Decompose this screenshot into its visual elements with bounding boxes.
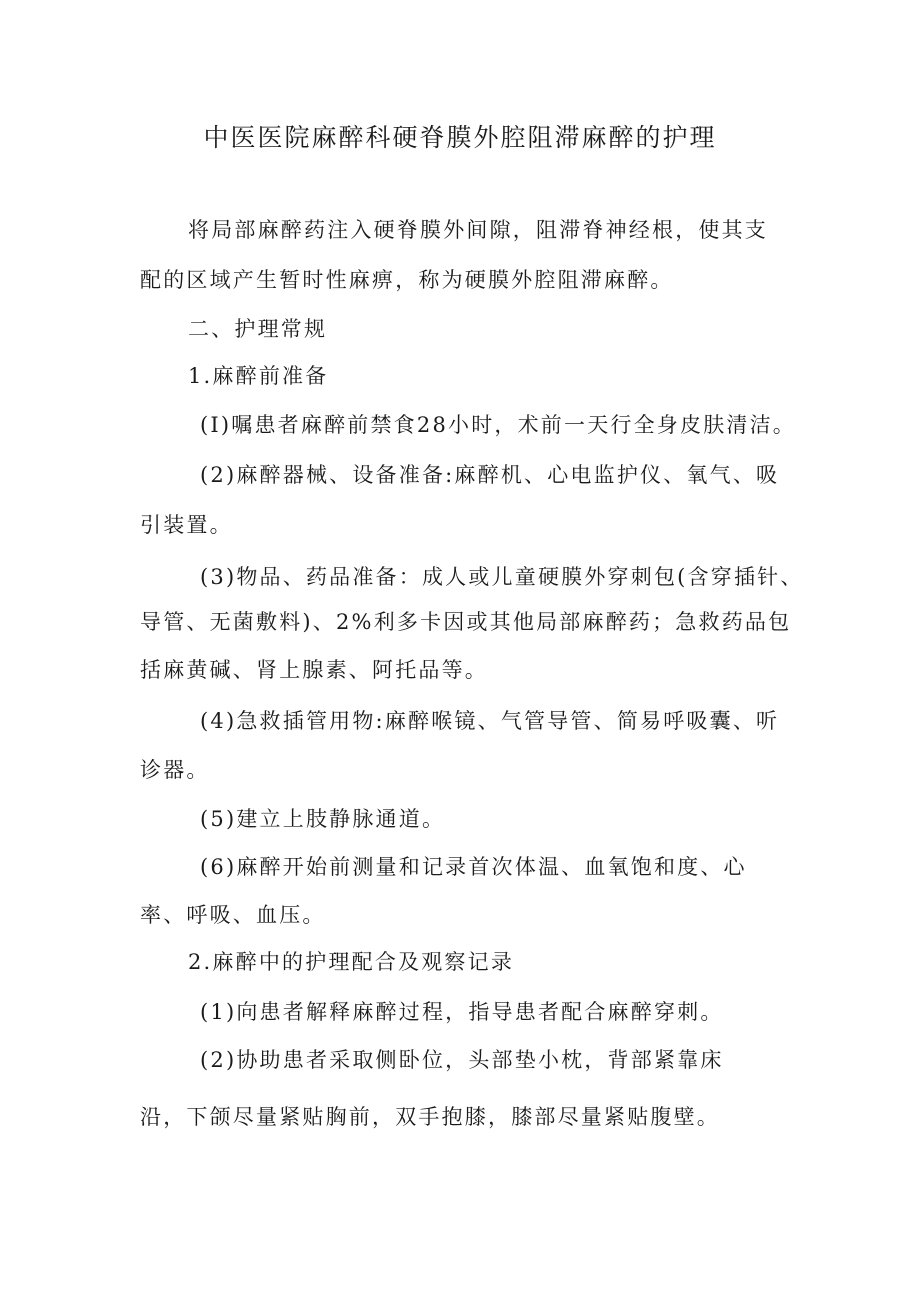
list-item-continuation: 引装置。 — [140, 513, 233, 537]
list-item: (3)物品、药品准备：成人或儿童硬膜外穿刺包(含穿插针、 — [200, 565, 804, 589]
list-item: (I)嘱患者麻醉前禁食28小时，术前一天行全身皮肤清洁。 — [200, 413, 797, 437]
list-item-continuation: 导管、无菌敷料)、2%利多卡因或其他局部麻醉药；急救药品包 — [140, 610, 792, 634]
list-item: (5)建立上肢静脉通道。 — [200, 807, 446, 831]
list-item: (2)麻醉器械、设备准备:麻醉机、心电监护仪、氧气、吸 — [200, 463, 780, 487]
document-title: 中医医院麻醉科硬脊膜外腔阻滞麻醉的护理 — [203, 123, 717, 152]
paragraph-line: 将局部麻醉药注入硬脊膜外间隙，阻滞脊神经根，使其支 — [188, 218, 768, 242]
list-item: (4)急救插管用物:麻醉喉镜、气管导管、简易呼吸囊、听 — [200, 709, 780, 733]
list-item: (6)麻醉开始前测量和记录首次体温、血氧饱和度、心 — [200, 855, 747, 879]
subsection-heading: 1.麻醉前准备 — [188, 364, 329, 388]
list-item: (1)向患者解释麻醉过程，指导患者配合麻醉穿刺。 — [200, 1000, 724, 1024]
paragraph-line: 配的区域产生暂时性麻痹，称为硬膜外腔阻滞麻醉。 — [140, 268, 674, 292]
list-item-continuation: 率、呼吸、血压。 — [140, 903, 326, 927]
list-item-continuation: 括麻黄碱、肾上腺素、阿托品等。 — [140, 658, 488, 682]
section-heading: 二、护理常规 — [188, 317, 328, 341]
list-item-continuation: 沿，下颌尽量紧贴胸前，双手抱膝，膝部尽量紧贴腹壁。 — [140, 1105, 720, 1129]
list-item: (2)协助患者采取侧卧位，头部垫小枕，背部紧靠床 — [200, 1048, 724, 1072]
subsection-heading: 2.麻醉中的护理配合及观察记录 — [188, 950, 515, 974]
list-item-continuation: 诊器。 — [140, 758, 210, 782]
